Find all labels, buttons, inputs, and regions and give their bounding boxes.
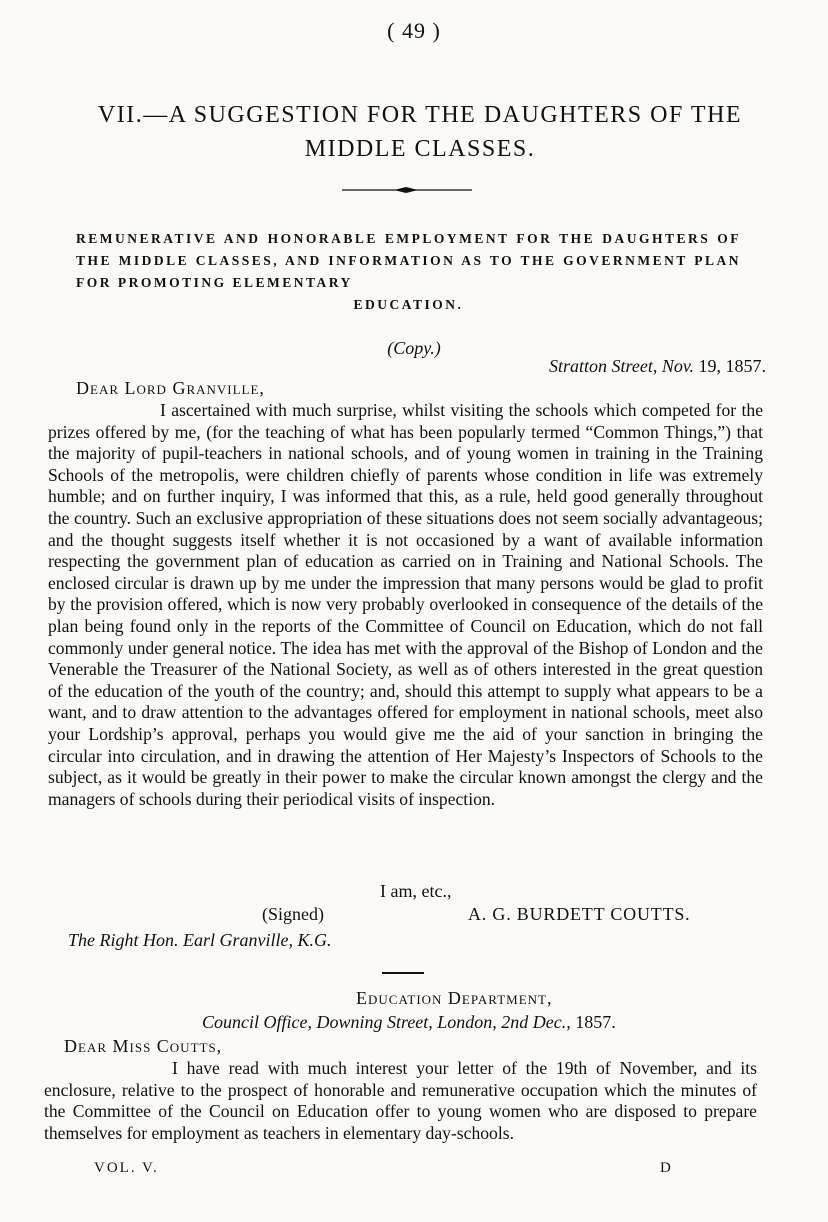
letter1-closing: I am, etc.,: [380, 881, 452, 901]
letter1-paragraph: I ascertained with much surprise, whilst visiting the schools which competed for the prizes offered by me, (for the teaching of what has been popularly termed “Common Things,”) that the majority of pupil-teachers in national schools, and of young women in training in the Training Schools of the metropolis, were children chiefly of parents whose condition in life was extremely humble; and on further inquiry, I was informed that this, as a rule, held good generally throughout the country. Such an exclusive appropriation of these situations does not seem socially advantageous; and the thought suggests itself whether it is not occasioned by a want of available information respecting the government plan of education as carried on in Training and National Schools. The enclosed circular is drawn up by me under the impression that many persons would be glad to profit by the provision offered, which is now very probably overlooked in consequence of the details of the plan being found only in the reports of the Committee of Council on Education, which do not fall commonly under general notice. The idea has met with the approval of the Bishop of London and the Venerable the Treasurer of the National Society, as well as of others interested in the great question of the education of the youth of the country; and, should this attempt to supply what appears to be a want, and to draw attention to the advantages offered for employment in national schools, meet also your Lordship’s approval, perhaps you would give me the aid of your sanction in bringing the circular into circulation, and in drawing the attention of Her Majesty’s Inspectors of Schools to the subject, as it would be greatly in their power to make the circular known amongst the clergy and the managers of schools during their periodical visits of inspection.: [48, 400, 763, 809]
dateline-date: 19, 1857.: [698, 356, 766, 376]
letter1-body: [48, 400, 763, 810]
dateline-place: Stratton Street, Nov.: [549, 356, 694, 376]
footer-signature-mark: D: [660, 1160, 671, 1176]
letter1-salutation: Dear Lord Granville,: [76, 378, 265, 398]
copy-note: (Copy.): [387, 338, 441, 358]
ornamental-rule: [342, 186, 472, 194]
signature-name: A. G. BURDETT COUTTS.: [468, 904, 691, 924]
section-divider: [382, 972, 424, 974]
letter2-body: [44, 1058, 757, 1144]
footer-volume: VOL. V.: [94, 1160, 159, 1176]
article-subtitle: [76, 228, 741, 316]
letter2-salutation: Dear Miss Coutts,: [64, 1036, 223, 1056]
letter1-dateline: [549, 356, 766, 377]
subtitle-main: REMUNERATIVE AND HONORABLE EMPLOYMENT FOR THE DAUGHTERS OF THE MIDDLE CLASSES, AND INFORMATION AS TO THE GOVERNMENT PLAN FOR PROMOTING ELEMENTARY: [76, 231, 741, 290]
office-year: 1857.: [575, 1012, 616, 1032]
article-title-line-2: MIDDLE CLASSES.: [304, 136, 536, 162]
letter2-department: Education Department,: [356, 988, 553, 1008]
page-number: ( 49 ): [387, 18, 441, 43]
office-place: Council Office, Downing Street, London, 2nd Dec.,: [202, 1012, 571, 1032]
article-title: [40, 98, 800, 166]
letter2-paragraph: I have read with much interest your letter of the 19th of November, and its enclosure, relative to the prospect of honorable and remunerative occupation which the minutes of the Committee of the Council on Education offer to young women who are disposed to prepare themselves for employment as teachers in elementary day-schools.: [44, 1058, 757, 1143]
letter2-dateline: [202, 1012, 616, 1033]
letter1-addressee: The Right Hon. Earl Granville, K.G.: [68, 930, 332, 950]
article-title-line-1: VII.—A SUGGESTION FOR THE DAUGHTERS OF THE: [97, 102, 743, 128]
subtitle-last-line: EDUCATION.: [353, 297, 464, 312]
signed-label: (Signed): [262, 904, 324, 924]
